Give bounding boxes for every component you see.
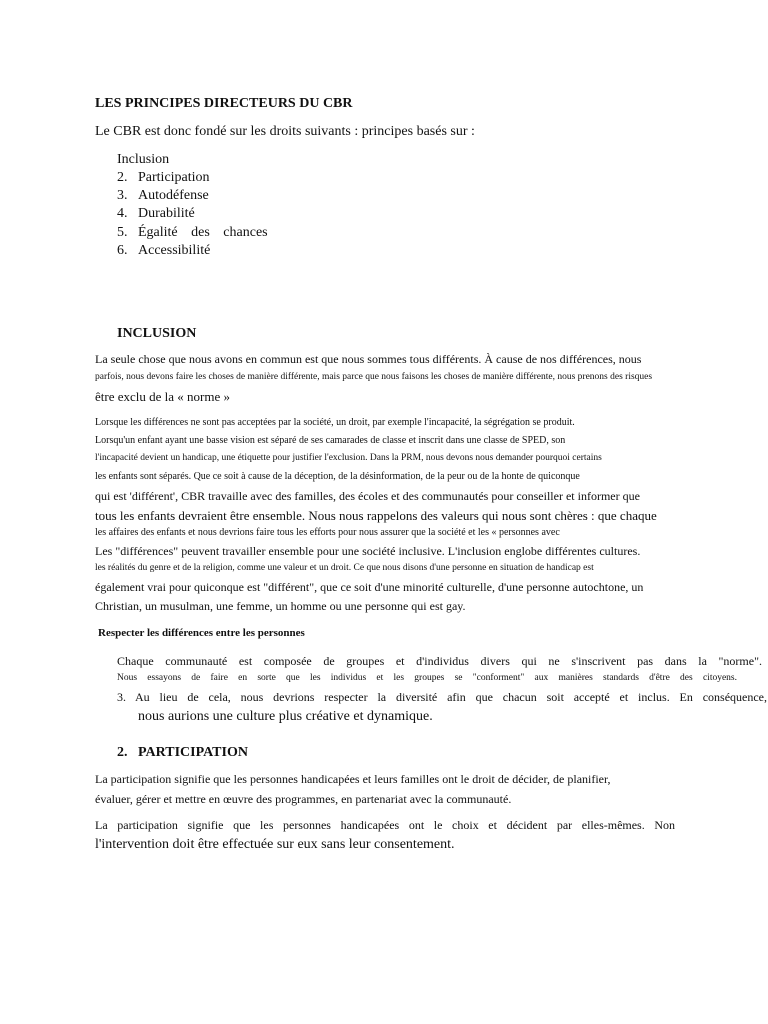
list-item bbox=[117, 206, 195, 222]
text-line: Au lieu de cela, nous devrions respecter la diversité afin que chacun soit accepté et inclus. En conséquence, bbox=[135, 690, 767, 704]
text-line: Christian, un musulman, une femme, un homme ou une personne qui est gay. bbox=[95, 599, 466, 613]
text-line: La participation signifie que les personnes handicapées et leurs familles ont le droit de décider, de planifier, bbox=[95, 772, 611, 786]
list-item-number: 5. bbox=[117, 225, 128, 240]
text-line: les affaires des enfants et nous devrions faire tous les efforts pour nous assurer que la société et les « personnes avec bbox=[95, 527, 560, 538]
list-item bbox=[117, 225, 268, 241]
text-line: La seule chose que nous avons en commun est que nous sommes tous différents. À cause de nos différences, nous bbox=[95, 352, 642, 366]
text-line: qui est 'différent', CBR travaille avec des familles, des écoles et des communautés pour conseiller et informer que bbox=[95, 489, 640, 503]
list-item-number: 6. bbox=[117, 243, 128, 258]
list-item bbox=[117, 170, 210, 186]
text-line: l'intervention doit être effectuée sur eux sans leur consentement. bbox=[95, 837, 455, 852]
text-line: évaluer, gérer et mettre en œuvre des programmes, en partenariat avec la communauté. bbox=[95, 792, 512, 806]
text-line: les réalités du genre et de la religion, comme une valeur et un droit. Ce que nous disons d'une personne en situation de handicap est bbox=[95, 563, 594, 573]
text-line: les enfants sont séparés. Que ce soit à cause de la déception, de la désinformation, de la peur ou de la honte de quiconque bbox=[95, 471, 580, 482]
text-line: l'incapacité devient un handicap, une étiquette pour justifier l'exclusion. Dans la PRM, nous devons nous demander pourquoi certains bbox=[95, 453, 602, 463]
text-line: Les "différences" peuvent travailler ensemble pour une société inclusive. L'inclusion englobe différentes cultures. bbox=[95, 544, 641, 558]
text-line: être exclu de la « norme » bbox=[95, 389, 230, 404]
text-line: tous les enfants devraient être ensemble. Nous nous rappelons des valeurs qui nous sont chères : que chaque bbox=[95, 508, 657, 523]
participation-heading bbox=[117, 745, 248, 761]
list-item-label: Durabilité bbox=[138, 206, 195, 221]
section-number: 2. bbox=[117, 745, 128, 760]
list-item-label: Autodéfense bbox=[138, 188, 209, 203]
intro-text: Le CBR est donc fondé sur les droits suivants : principes basés sur : bbox=[95, 124, 475, 139]
section-title: PARTICIPATION bbox=[138, 745, 248, 760]
list-item-number: 2. bbox=[117, 170, 128, 185]
list-item-number: 3. bbox=[117, 188, 128, 203]
text-line: Nous essayons de faire en sorte que les individus et les groupes se "conforment" aux manières standards d'être des citoyens. bbox=[117, 673, 737, 683]
list-item bbox=[117, 152, 169, 168]
list-item-label: Inclusion bbox=[117, 152, 170, 167]
list-item bbox=[117, 243, 210, 259]
main-heading: LES PRINCIPES DIRECTEURS DU CBR bbox=[95, 96, 353, 111]
respect-heading: Respecter les différences entre les personnes bbox=[98, 627, 305, 639]
list-item-label: Égalité des chances bbox=[138, 225, 268, 240]
list-item-label: Accessibilité bbox=[138, 243, 211, 258]
list-item-number: 4. bbox=[117, 206, 128, 221]
text-line: Lorsque les différences ne sont pas acceptées par la société, un droit, par exemple l'incapacité, la ségrégation se produit. bbox=[95, 417, 575, 428]
text-line: La participation signifie que les personnes handicapées ont le choix et décident par elles-mêmes. Non bbox=[95, 818, 675, 832]
list-item bbox=[117, 188, 209, 204]
list-item-label: Participation bbox=[138, 170, 210, 185]
text-line: parfois, nous devons faire les choses de manière différente, mais parce que nous faisons les choses de manière différente, nous prenons des risques bbox=[95, 372, 653, 382]
inclusion-heading: INCLUSION bbox=[117, 326, 197, 341]
list-item-number: 3. bbox=[117, 690, 126, 704]
text-line: également vrai pour quiconque est "différent", que ce soit d'une minorité culturelle, d'une personne autochtone, un bbox=[95, 580, 644, 594]
text-line: Lorsqu'un enfant ayant une basse vision est séparé de ses camarades de classe et inscrit dans une classe de SPED, son bbox=[95, 435, 566, 446]
text-line: nous aurions une culture plus créative et dynamique. bbox=[138, 709, 433, 724]
text-line: Chaque communauté est composée de groupes et d'individus divers qui ne s'inscrivent pas dans la "norme". bbox=[117, 654, 762, 668]
